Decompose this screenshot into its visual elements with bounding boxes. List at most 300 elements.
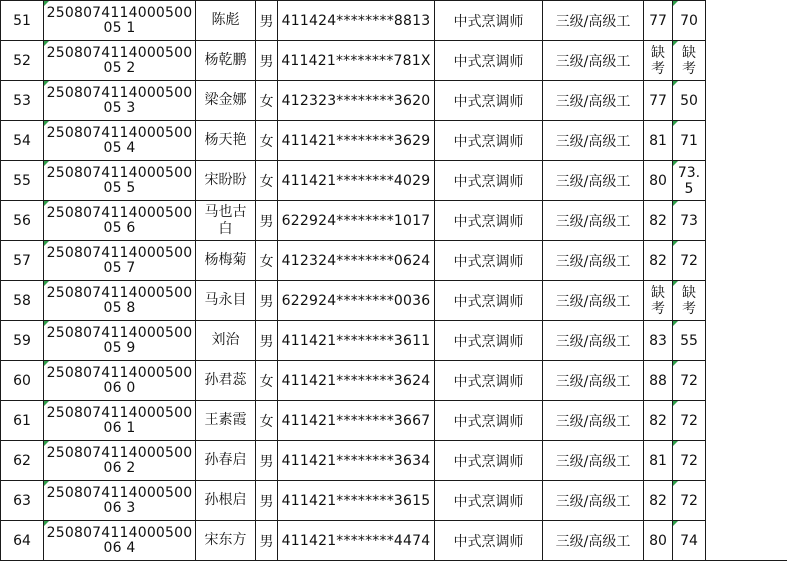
gender-cell-text: 男 (260, 14, 274, 30)
row-index-cell-text: 63 (13, 493, 31, 509)
theory-score-cell[interactable] (644, 81, 673, 121)
level-cell-text: 三级/高级工 (556, 334, 631, 350)
gender-cell[interactable] (256, 361, 278, 401)
empty-cell[interactable] (706, 321, 787, 361)
theory-score-cell-text: 81 (649, 133, 667, 149)
skill-score-cell[interactable] (673, 241, 706, 281)
skill-score-cell[interactable] (673, 401, 706, 441)
table-row (1, 321, 787, 361)
text-format-indicator-icon (673, 521, 678, 526)
gender-cell[interactable] (256, 41, 278, 81)
empty-cell[interactable] (706, 361, 787, 401)
id-number-cell[interactable] (278, 441, 435, 481)
name-cell-text: 杨天艳 (205, 132, 247, 148)
text-format-indicator-icon (673, 241, 678, 246)
skill-score-cell-text: 缺 考 (682, 45, 696, 77)
theory-score-cell-text: 80 (649, 173, 667, 189)
empty-cell[interactable] (706, 401, 787, 441)
skill-score-cell[interactable] (673, 521, 706, 561)
name-cell[interactable] (196, 201, 256, 241)
id-number-cell[interactable] (278, 321, 435, 361)
occupation-cell[interactable] (435, 81, 543, 121)
exam-number-cell[interactable] (44, 41, 196, 81)
level-cell-text: 三级/高级工 (556, 414, 631, 430)
occupation-cell[interactable] (435, 1, 543, 41)
row-index-cell[interactable] (1, 201, 44, 241)
theory-score-cell-text: 77 (649, 13, 667, 29)
skill-score-cell[interactable] (673, 1, 706, 41)
text-format-indicator-icon (44, 321, 49, 326)
level-cell-text: 三级/高级工 (556, 534, 631, 550)
occupation-cell[interactable] (435, 121, 543, 161)
occupation-cell-text: 中式烹调师 (454, 454, 524, 470)
exam-number-cell-text: 250807411400050006 0 (47, 365, 193, 396)
text-format-indicator-icon (673, 281, 678, 286)
empty-cell[interactable] (706, 81, 787, 121)
exam-number-cell-text: 250807411400050006 4 (47, 525, 193, 556)
gender-cell[interactable] (256, 521, 278, 561)
name-cell[interactable] (196, 121, 256, 161)
text-format-indicator-icon (44, 521, 49, 526)
row-index-cell[interactable] (1, 321, 44, 361)
gender-cell[interactable] (256, 321, 278, 361)
table-row (1, 401, 787, 441)
table-row (1, 441, 787, 481)
id-number-cell[interactable] (278, 41, 435, 81)
text-format-indicator-icon (44, 361, 49, 366)
exam-number-cell-text: 250807411400050006 3 (47, 485, 193, 516)
skill-score-cell[interactable] (673, 161, 706, 201)
skill-score-cell[interactable] (673, 441, 706, 481)
text-format-indicator-icon (673, 321, 678, 326)
text-format-indicator-icon (673, 441, 678, 446)
exam-number-cell-text: 250807411400050005 9 (47, 325, 193, 356)
theory-score-cell[interactable] (644, 521, 673, 561)
id-number-cell-text: 622924********0036 (282, 293, 431, 309)
skill-score-cell[interactable] (673, 81, 706, 121)
theory-score-cell-text: 88 (649, 373, 667, 389)
level-cell[interactable] (543, 201, 644, 241)
occupation-cell[interactable] (435, 521, 543, 561)
row-index-cell-text: 51 (13, 13, 31, 29)
text-format-indicator-icon (673, 1, 678, 6)
name-cell-text: 陈彪 (212, 12, 240, 28)
gender-cell-text: 女 (260, 254, 274, 270)
theory-score-cell[interactable] (644, 441, 673, 481)
empty-cell[interactable] (706, 521, 787, 561)
skill-score-cell-text: 72 (680, 253, 698, 269)
skill-score-cell[interactable] (673, 281, 706, 321)
id-number-cell[interactable] (278, 281, 435, 321)
theory-score-cell[interactable] (644, 41, 673, 81)
exam-number-cell[interactable] (44, 441, 196, 481)
row-index-cell[interactable] (1, 81, 44, 121)
occupation-cell-text: 中式烹调师 (454, 54, 524, 70)
name-cell-text: 王素霞 (205, 412, 247, 428)
row-index-cell-text: 52 (13, 53, 31, 69)
occupation-cell[interactable] (435, 361, 543, 401)
skill-score-cell-text: 缺 考 (682, 285, 696, 317)
gender-cell[interactable] (256, 281, 278, 321)
name-cell[interactable] (196, 41, 256, 81)
exam-number-cell-text: 250807411400050006 1 (47, 405, 193, 436)
exam-number-cell-text: 250807411400050005 6 (47, 205, 193, 236)
table-row (1, 41, 787, 81)
level-cell[interactable] (543, 281, 644, 321)
skill-score-cell-text: 71 (680, 133, 698, 149)
level-cell[interactable] (543, 321, 644, 361)
occupation-cell[interactable] (435, 401, 543, 441)
gender-cell-text: 男 (260, 534, 274, 550)
theory-score-cell-text: 82 (649, 413, 667, 429)
exam-number-cell[interactable] (44, 401, 196, 441)
text-format-indicator-icon (673, 361, 678, 366)
theory-score-cell-text: 82 (649, 213, 667, 229)
exam-number-cell[interactable] (44, 1, 196, 41)
theory-score-cell[interactable] (644, 401, 673, 441)
name-cell[interactable] (196, 281, 256, 321)
exam-number-cell[interactable] (44, 201, 196, 241)
name-cell[interactable] (196, 161, 256, 201)
id-number-cell[interactable] (278, 1, 435, 41)
skill-score-cell-text: 72 (680, 493, 698, 509)
row-index-cell[interactable] (1, 1, 44, 41)
occupation-cell-text: 中式烹调师 (454, 214, 524, 230)
text-format-indicator-icon (44, 281, 49, 286)
table-row (1, 521, 787, 561)
name-cell[interactable] (196, 361, 256, 401)
exam-number-cell-text: 250807411400050006 2 (47, 445, 193, 476)
text-format-indicator-icon (44, 201, 49, 206)
table-row (1, 361, 787, 401)
theory-score-cell-text: 82 (649, 253, 667, 269)
theory-score-cell[interactable] (644, 201, 673, 241)
id-number-cell[interactable] (278, 201, 435, 241)
skill-score-cell-text: 72 (680, 413, 698, 429)
gender-cell[interactable] (256, 1, 278, 41)
name-cell-text: 刘治 (212, 332, 240, 348)
occupation-cell-text: 中式烹调师 (454, 94, 524, 110)
id-number-cell[interactable] (278, 81, 435, 121)
gender-cell-text: 女 (260, 414, 274, 430)
text-format-indicator-icon (673, 161, 678, 166)
text-format-indicator-icon (673, 41, 678, 46)
table-row (1, 281, 787, 321)
level-cell[interactable] (543, 441, 644, 481)
skill-score-cell-text: 74 (680, 533, 698, 549)
text-format-indicator-icon (44, 401, 49, 406)
table-row (1, 201, 787, 241)
skill-score-cell-text: 73 (680, 213, 698, 229)
theory-score-cell[interactable] (644, 321, 673, 361)
occupation-cell-text: 中式烹调师 (454, 254, 524, 270)
row-index-cell[interactable] (1, 441, 44, 481)
skill-score-cell[interactable] (673, 321, 706, 361)
exam-number-cell-text: 250807411400050005 4 (47, 125, 193, 156)
level-cell[interactable] (543, 241, 644, 281)
gender-cell[interactable] (256, 121, 278, 161)
text-format-indicator-icon (44, 121, 49, 126)
gender-cell-text: 男 (260, 214, 274, 230)
gender-cell[interactable] (256, 81, 278, 121)
text-format-indicator-icon (44, 241, 49, 246)
exam-number-cell-text: 250807411400050005 8 (47, 285, 193, 316)
level-cell[interactable] (543, 481, 644, 521)
empty-cell[interactable] (706, 481, 787, 521)
theory-score-cell-text: 81 (649, 453, 667, 469)
gender-cell-text: 男 (260, 334, 274, 350)
name-cell-text: 马永目 (205, 292, 247, 308)
gender-cell[interactable] (256, 201, 278, 241)
name-cell-text: 马也古 白 (205, 204, 247, 237)
theory-score-cell-text: 77 (649, 93, 667, 109)
id-number-cell-text: 411421********781X (281, 53, 430, 69)
row-index-cell[interactable] (1, 361, 44, 401)
table-row (1, 241, 787, 281)
id-number-cell[interactable] (278, 241, 435, 281)
occupation-cell[interactable] (435, 481, 543, 521)
name-cell[interactable] (196, 521, 256, 561)
id-number-cell-text: 411424********8813 (282, 13, 431, 29)
skill-score-cell[interactable] (673, 201, 706, 241)
bottom-row-edge (0, 560, 787, 565)
occupation-cell-text: 中式烹调师 (454, 294, 524, 310)
row-index-cell-text: 56 (13, 213, 31, 229)
occupation-cell[interactable] (435, 321, 543, 361)
exam-number-cell[interactable] (44, 81, 196, 121)
empty-cell[interactable] (706, 121, 787, 161)
empty-cell[interactable] (706, 281, 787, 321)
gender-cell-text: 女 (260, 94, 274, 110)
text-format-indicator-icon (44, 81, 49, 86)
id-number-cell[interactable] (278, 481, 435, 521)
level-cell-text: 三级/高级工 (556, 214, 631, 230)
name-cell-text: 杨梅菊 (205, 252, 247, 268)
occupation-cell-text: 中式烹调师 (454, 374, 524, 390)
empty-cell[interactable] (706, 241, 787, 281)
row-index-cell-text: 54 (13, 133, 31, 149)
name-cell-text: 宋东方 (205, 532, 247, 548)
empty-cell[interactable] (706, 41, 787, 81)
row-index-cell[interactable] (1, 281, 44, 321)
empty-cell[interactable] (706, 161, 787, 201)
level-cell-text: 三级/高级工 (556, 494, 631, 510)
text-format-indicator-icon (673, 81, 678, 86)
name-cell[interactable] (196, 1, 256, 41)
text-format-indicator-icon (44, 481, 49, 486)
text-format-indicator-icon (44, 161, 49, 166)
occupation-cell-text: 中式烹调师 (454, 14, 524, 30)
theory-score-cell[interactable] (644, 361, 673, 401)
text-format-indicator-icon (673, 201, 678, 206)
occupation-cell-text: 中式烹调师 (454, 494, 524, 510)
row-index-cell-text: 57 (13, 253, 31, 269)
level-cell[interactable] (543, 161, 644, 201)
skill-score-cell[interactable] (673, 41, 706, 81)
exam-number-cell[interactable] (44, 321, 196, 361)
exam-number-cell-text: 250807411400050005 7 (47, 245, 193, 276)
id-number-cell-text: 411421********4029 (282, 173, 431, 189)
id-number-cell[interactable] (278, 161, 435, 201)
theory-score-cell-text: 80 (649, 533, 667, 549)
occupation-cell-text: 中式烹调师 (454, 334, 524, 350)
id-number-cell[interactable] (278, 361, 435, 401)
text-format-indicator-icon (44, 41, 49, 46)
exam-number-cell-text: 250807411400050005 2 (47, 45, 193, 76)
occupation-cell[interactable] (435, 441, 543, 481)
exam-number-cell[interactable] (44, 281, 196, 321)
empty-cell[interactable] (706, 201, 787, 241)
skill-score-cell[interactable] (673, 121, 706, 161)
gender-cell-text: 女 (260, 174, 274, 190)
id-number-cell-text: 411421********3624 (282, 373, 431, 389)
gender-cell-text: 男 (260, 294, 274, 310)
table-row (1, 161, 787, 201)
table-row (1, 121, 787, 161)
id-number-cell[interactable] (278, 521, 435, 561)
name-cell-text: 杨乾鹏 (205, 52, 247, 68)
name-cell[interactable] (196, 481, 256, 521)
level-cell-text: 三级/高级工 (556, 134, 631, 150)
skill-score-cell-text: 72 (680, 373, 698, 389)
text-format-indicator-icon (44, 441, 49, 446)
gender-cell[interactable] (256, 161, 278, 201)
id-number-cell-text: 412323********3620 (282, 93, 431, 109)
level-cell[interactable] (543, 121, 644, 161)
id-number-cell-text: 622924********1017 (282, 213, 431, 229)
row-index-cell-text: 55 (13, 173, 31, 189)
gender-cell[interactable] (256, 441, 278, 481)
theory-score-cell-text: 83 (649, 333, 667, 349)
theory-score-cell[interactable] (644, 121, 673, 161)
name-cell-text: 孙根启 (205, 492, 247, 508)
level-cell-text: 三级/高级工 (556, 54, 631, 70)
row-index-cell-text: 59 (13, 333, 31, 349)
occupation-cell[interactable] (435, 201, 543, 241)
id-number-cell-text: 411421********3611 (282, 333, 431, 349)
row-index-cell[interactable] (1, 41, 44, 81)
theory-score-cell-text: 82 (649, 493, 667, 509)
text-format-indicator-icon (673, 401, 678, 406)
row-index-cell[interactable] (1, 241, 44, 281)
exam-number-cell-text: 250807411400050005 3 (47, 85, 193, 116)
row-index-cell[interactable] (1, 521, 44, 561)
occupation-cell-text: 中式烹调师 (454, 174, 524, 190)
row-index-cell-text: 61 (13, 413, 31, 429)
row-index-cell-text: 53 (13, 93, 31, 109)
name-cell[interactable] (196, 81, 256, 121)
id-number-cell-text: 411421********3615 (282, 493, 431, 509)
name-cell-text: 孙君蕊 (205, 372, 247, 388)
occupation-cell[interactable] (435, 281, 543, 321)
level-cell[interactable] (543, 521, 644, 561)
gender-cell-text: 男 (260, 494, 274, 510)
skill-score-cell-text: 70 (680, 13, 698, 29)
exam-number-cell[interactable] (44, 121, 196, 161)
occupation-cell-text: 中式烹调师 (454, 134, 524, 150)
name-cell-text: 宋盼盼 (205, 172, 247, 188)
exam-number-cell[interactable] (44, 241, 196, 281)
table-body (1, 1, 787, 561)
exam-number-cell-text: 250807411400050005 1 (47, 5, 193, 36)
table-row (1, 1, 787, 41)
id-number-cell[interactable] (278, 401, 435, 441)
empty-cell[interactable] (706, 1, 787, 41)
theory-score-cell-text: 缺 考 (651, 45, 665, 77)
text-format-indicator-icon (673, 121, 678, 126)
occupation-cell-text: 中式烹调师 (454, 534, 524, 550)
level-cell[interactable] (543, 361, 644, 401)
gender-cell[interactable] (256, 481, 278, 521)
row-index-cell[interactable] (1, 121, 44, 161)
row-index-cell[interactable] (1, 481, 44, 521)
gender-cell-text: 男 (260, 454, 274, 470)
theory-score-cell[interactable] (644, 1, 673, 41)
id-number-cell-text: 411421********3667 (282, 413, 431, 429)
occupation-cell[interactable] (435, 41, 543, 81)
empty-cell[interactable] (706, 441, 787, 481)
level-cell-text: 三级/高级工 (556, 294, 631, 310)
table-row (1, 481, 787, 521)
level-cell[interactable] (543, 401, 644, 441)
exam-number-cell[interactable] (44, 521, 196, 561)
row-index-cell-text: 60 (13, 373, 31, 389)
theory-score-cell[interactable] (644, 281, 673, 321)
name-cell[interactable] (196, 441, 256, 481)
theory-score-cell[interactable] (644, 161, 673, 201)
level-cell-text: 三级/高级工 (556, 374, 631, 390)
id-number-cell-text: 411421********4474 (282, 533, 431, 549)
text-format-indicator-icon (44, 1, 49, 6)
skill-score-cell-text: 73. 5 (678, 165, 700, 197)
occupation-cell[interactable] (435, 241, 543, 281)
table-row (1, 81, 787, 121)
exam-number-cell[interactable] (44, 361, 196, 401)
gender-cell[interactable] (256, 241, 278, 281)
name-cell[interactable] (196, 401, 256, 441)
theory-score-cell[interactable] (644, 481, 673, 521)
theory-score-cell[interactable] (644, 241, 673, 281)
level-cell[interactable] (543, 81, 644, 121)
skill-score-cell[interactable] (673, 481, 706, 521)
name-cell-text: 梁金娜 (205, 92, 247, 108)
level-cell-text: 三级/高级工 (556, 254, 631, 270)
level-cell[interactable] (543, 41, 644, 81)
exam-number-cell[interactable] (44, 161, 196, 201)
row-index-cell-text: 58 (13, 293, 31, 309)
exam-number-cell[interactable] (44, 481, 196, 521)
skill-score-cell-text: 72 (680, 453, 698, 469)
skill-score-cell[interactable] (673, 361, 706, 401)
gender-cell[interactable] (256, 401, 278, 441)
occupation-cell[interactable] (435, 161, 543, 201)
level-cell[interactable] (543, 1, 644, 41)
row-index-cell[interactable] (1, 161, 44, 201)
name-cell[interactable] (196, 241, 256, 281)
id-number-cell[interactable] (278, 121, 435, 161)
gender-cell-text: 女 (260, 134, 274, 150)
row-index-cell[interactable] (1, 401, 44, 441)
level-cell-text: 三级/高级工 (556, 174, 631, 190)
level-cell-text: 三级/高级工 (556, 94, 631, 110)
level-cell-text: 三级/高级工 (556, 454, 631, 470)
name-cell[interactable] (196, 321, 256, 361)
row-index-cell-text: 64 (13, 533, 31, 549)
id-number-cell-text: 412324********0624 (282, 253, 431, 269)
name-cell-text: 孙春启 (205, 452, 247, 468)
text-format-indicator-icon (673, 481, 678, 486)
skill-score-cell-text: 55 (680, 333, 698, 349)
